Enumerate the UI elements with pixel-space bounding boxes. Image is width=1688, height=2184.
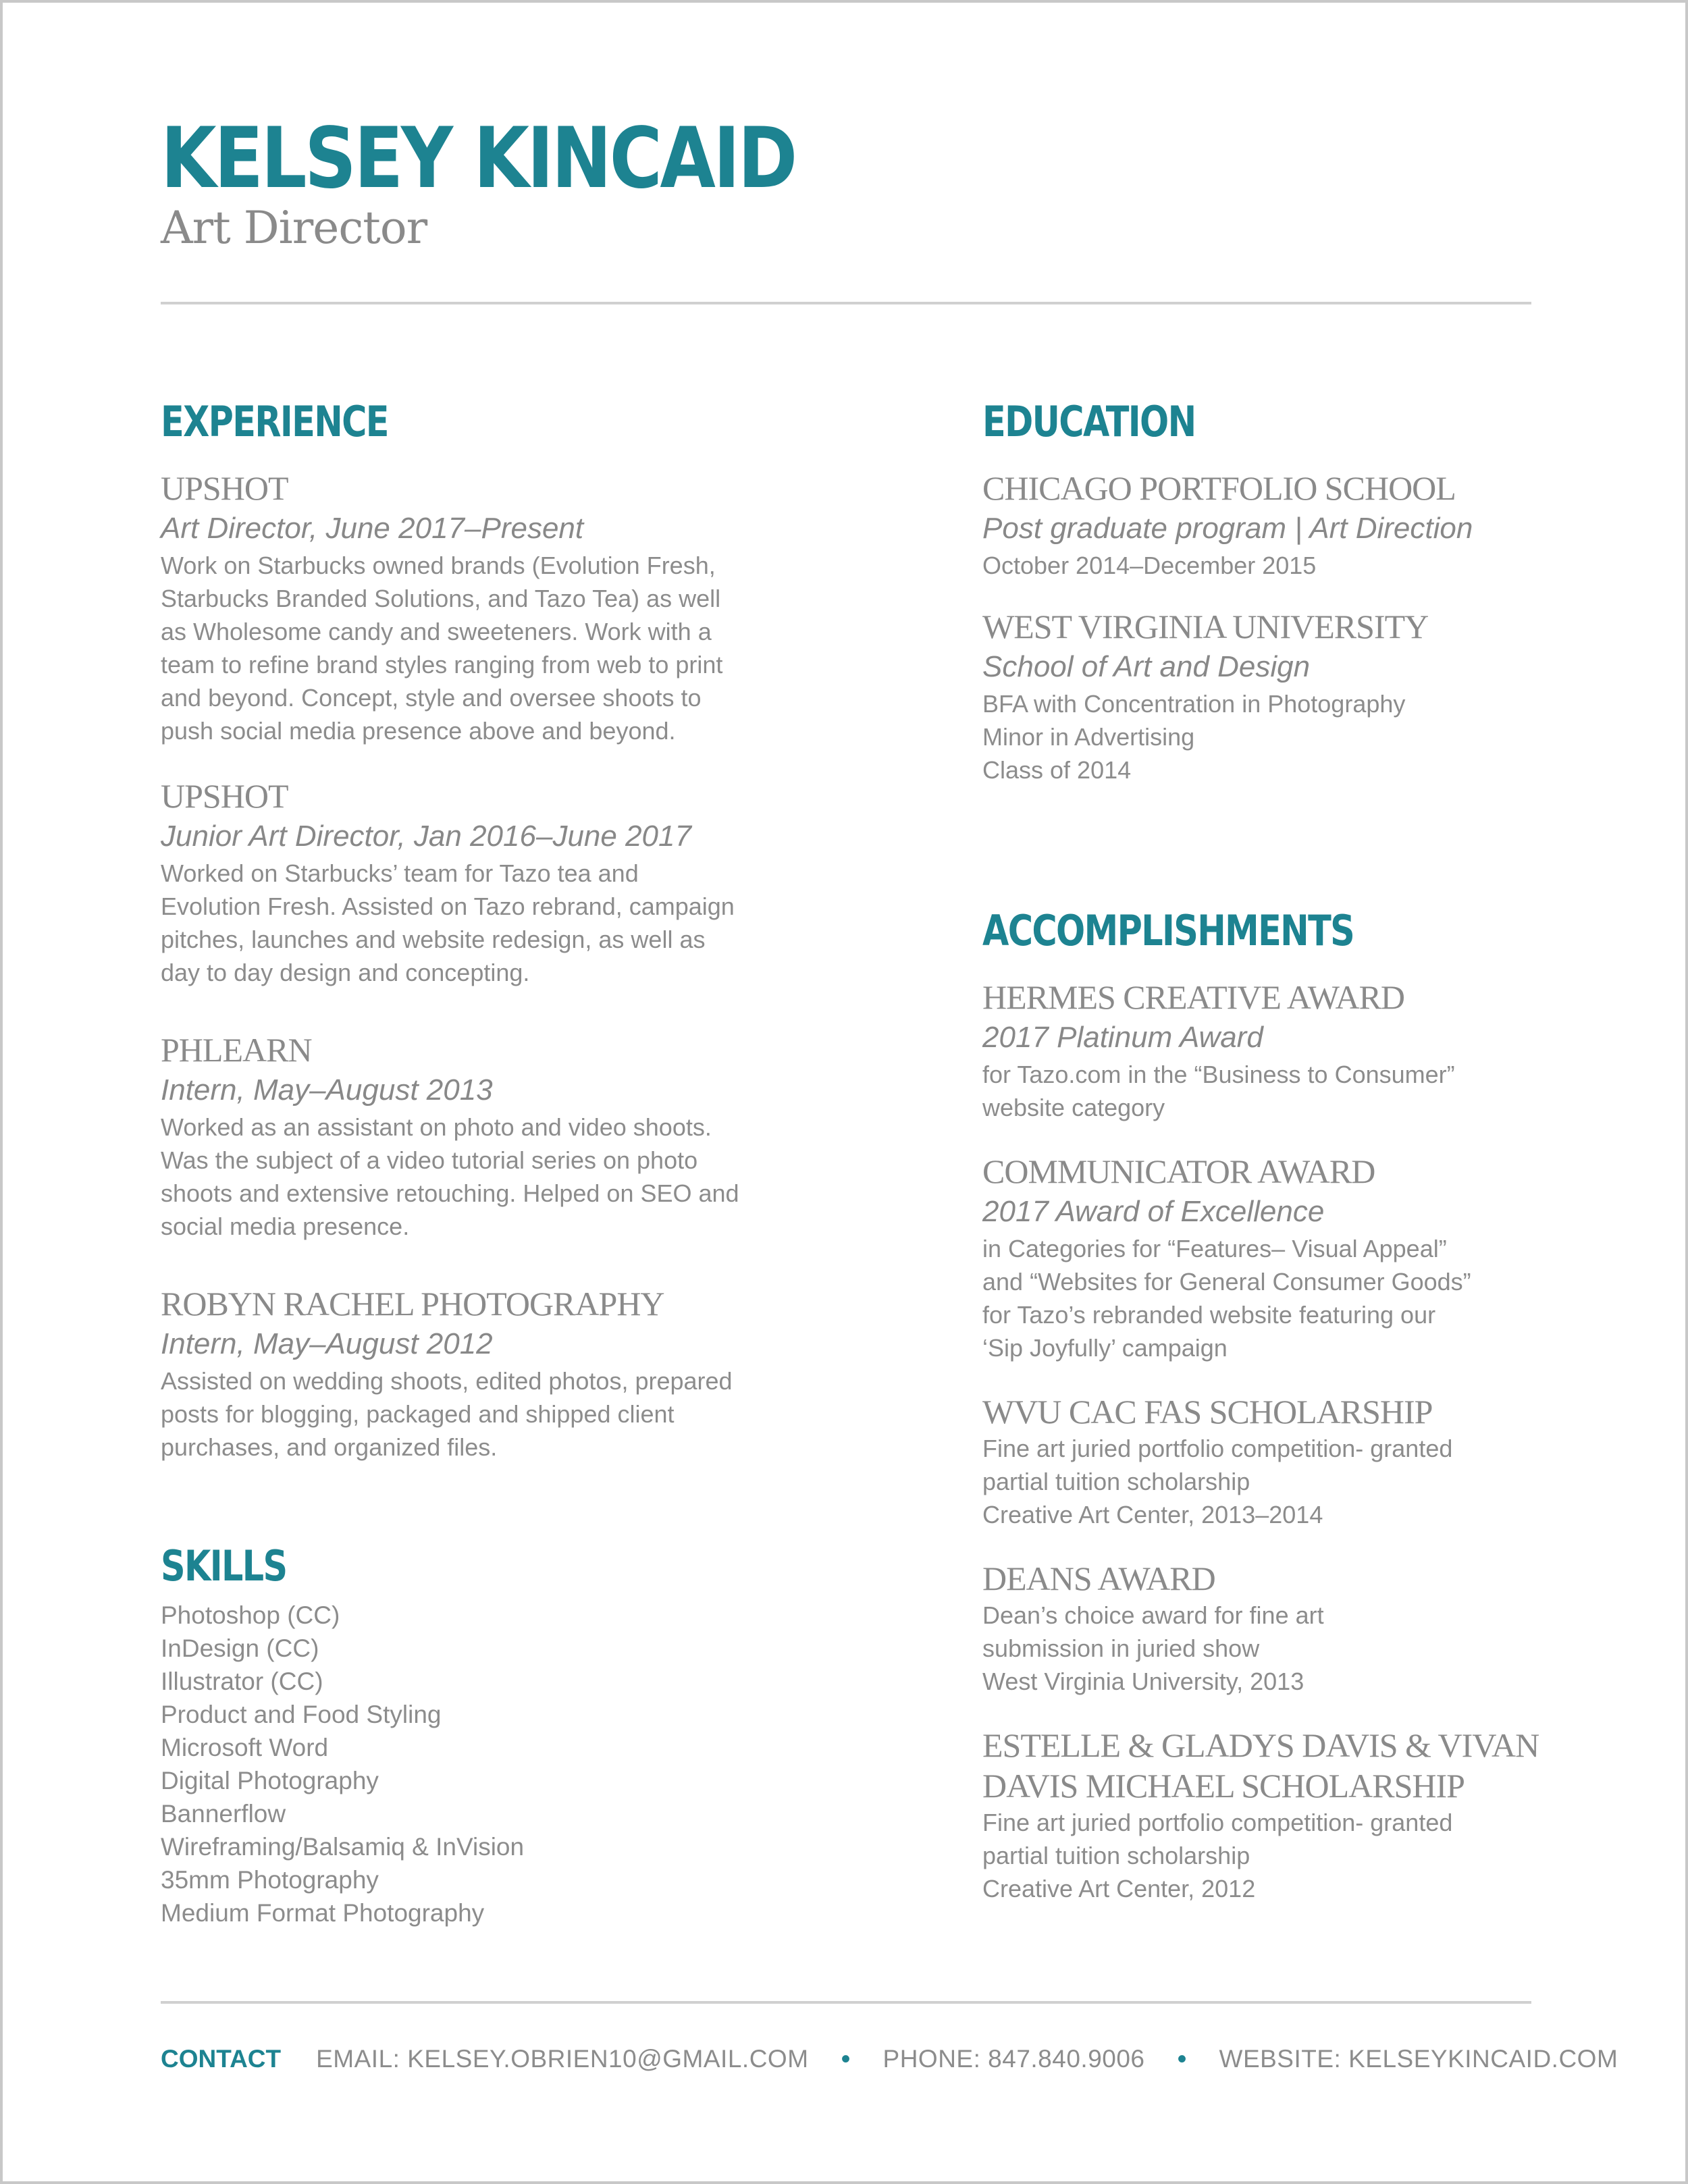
entry-organization: DAVIS MICHAEL SCHOLARSHIP xyxy=(982,1767,1465,1805)
candidate-name: KELSEY KINCAID xyxy=(161,110,795,207)
accomplishment-entry xyxy=(982,1725,1563,1905)
contact-website[interactable]: WEBSITE: KELSEYKINCAID.COM xyxy=(1219,2045,1618,2073)
entry-detail: Class of 2014 xyxy=(982,756,1132,784)
bullet-separator: • xyxy=(1177,2044,1187,2074)
entry-program: Post graduate program | Art Direction xyxy=(982,512,1473,545)
entry-detail: Minor in Advertising xyxy=(982,723,1195,751)
entry-position: Intern, May–August 2012 xyxy=(161,1327,493,1360)
skill-item: Product and Food Styling xyxy=(161,1701,442,1728)
bullet-separator: • xyxy=(841,2044,851,2074)
skill-item: 35mm Photography xyxy=(161,1866,379,1894)
entry-organization: ROBYN RACHEL PHOTOGRAPHY xyxy=(161,1285,664,1323)
education-heading: EDUCATION xyxy=(982,397,1196,446)
skill-item: InDesign (CC) xyxy=(161,1634,319,1662)
skill-item: Bannerflow xyxy=(161,1800,286,1828)
skills-heading: SKILLS xyxy=(161,1541,287,1591)
entry-organization: WVU CAC FAS SCHOLARSHIP xyxy=(982,1393,1433,1431)
accomplishment-entry xyxy=(982,1558,1563,1698)
accomplishments-section xyxy=(982,904,1563,1905)
entry-detail: Fine art juried portfolio competition- granted xyxy=(982,1809,1453,1836)
education-entry xyxy=(982,606,1563,787)
entry-organization: HERMES CREATIVE AWARD xyxy=(982,978,1405,1016)
experience-entry xyxy=(161,1283,836,1464)
skill-item: Wireframing/Balsamiq & InVision xyxy=(161,1833,525,1861)
skill-item: Microsoft Word xyxy=(161,1734,329,1761)
skill-item: Digital Photography xyxy=(161,1767,379,1794)
entry-detail: partial tuition scholarship xyxy=(982,1468,1250,1495)
experience-entry xyxy=(161,1030,836,1243)
skills-list xyxy=(161,1599,836,1929)
skills-section xyxy=(161,1539,836,1929)
experience-entry xyxy=(161,776,836,989)
entry-program: School of Art and Design xyxy=(982,650,1311,683)
left-column xyxy=(161,395,836,1929)
entry-organization: DEANS AWARD xyxy=(982,1560,1215,1597)
entry-organization: UPSHOT xyxy=(161,469,288,507)
contact-phone[interactable]: PHONE: 847.840.9006 xyxy=(882,2045,1145,2073)
entry-detail: Fine art juried portfolio competition- granted xyxy=(982,1435,1453,1462)
entry-position: Junior Art Director, Jan 2016–June 2017 xyxy=(161,820,691,853)
entry-detail: West Virginia University, 2013 xyxy=(982,1668,1304,1695)
skill-item: Photoshop (CC) xyxy=(161,1601,340,1629)
experience-heading: EXPERIENCE xyxy=(161,397,388,446)
entry-organization: WEST VIRGINIA UNIVERSITY xyxy=(982,608,1429,645)
entry-description: Worked as an assistant on photo and video shoots. Was the subject of a video tutorial series on photo shoots and extensive retouching. Helped on SEO and social media presence. xyxy=(161,1113,739,1240)
entry-position: Intern, May–August 2013 xyxy=(161,1073,493,1107)
entry-description: Work on Starbucks owned brands (Evolution Fresh, Starbucks Branded Solutions, and Tazo Tea) as well as Wholesome candy and sweeteners. Work with a team to refine brand styles ranging from web to print and beyond. Concept, style and oversee shoots to push social media presence above and beyond. xyxy=(161,552,723,745)
entry-detail: ‘Sip Joyfully’ campaign xyxy=(982,1334,1228,1362)
entry-organization: CHICAGO PORTFOLIO SCHOOL xyxy=(982,469,1456,507)
entry-detail: submission in juried show xyxy=(982,1634,1260,1662)
right-column xyxy=(982,395,1563,1905)
entry-detail: Dean’s choice award for fine art xyxy=(982,1601,1324,1629)
skill-item: Illustrator (CC) xyxy=(161,1668,323,1695)
entry-detail: October 2014–December 2015 xyxy=(982,552,1317,579)
accomplishment-entry xyxy=(982,977,1563,1124)
experience-entry xyxy=(161,468,836,747)
entry-detail: BFA with Concentration in Photography xyxy=(982,690,1406,718)
entry-award: 2017 Award of Excellence xyxy=(982,1195,1325,1228)
entry-description: Assisted on wedding shoots, edited photos, prepared posts for blogging, packaged and shipped client purchases, and organized files. xyxy=(161,1367,733,1461)
entry-description: Worked on Starbucks’ team for Tazo tea and Evolution Fresh. Assisted on Tazo rebrand, campaign pitches, launches and website redesign, as well as day to day design and concepting. xyxy=(161,859,735,986)
contact-label: CONTACT xyxy=(161,2045,282,2073)
entry-detail: in Categories for “Features– Visual Appeal” xyxy=(982,1235,1447,1262)
entry-detail: Creative Art Center, 2012 xyxy=(982,1875,1256,1902)
candidate-role: Art Director xyxy=(161,202,427,254)
entry-position: Art Director, June 2017–Present xyxy=(161,512,584,545)
entry-detail: partial tuition scholarship xyxy=(982,1842,1250,1869)
entry-detail: Creative Art Center, 2013–2014 xyxy=(982,1501,1323,1528)
experience-section xyxy=(161,395,836,1464)
entry-organization: UPSHOT xyxy=(161,777,288,815)
contact-footer xyxy=(161,2039,1618,2079)
entry-organization: PHLEARN xyxy=(161,1031,312,1069)
header-divider xyxy=(161,302,1531,304)
entry-detail: for Tazo’s rebranded website featuring our xyxy=(982,1301,1436,1329)
entry-organization: COMMUNICATOR AWARD xyxy=(982,1152,1375,1190)
entry-detail: website category xyxy=(982,1094,1165,1121)
accomplishments-heading: ACCOMPLISHMENTS xyxy=(982,906,1354,955)
resume-header xyxy=(161,108,899,255)
contact-email[interactable]: EMAIL: KELSEY.OBRIEN10@GMAIL.COM xyxy=(316,2045,809,2073)
entry-organization: ESTELLE & GLADYS DAVIS & VIVAN xyxy=(982,1726,1539,1764)
education-entry xyxy=(982,468,1563,582)
skill-item: Medium Format Photography xyxy=(161,1899,485,1927)
accomplishment-entry xyxy=(982,1391,1563,1531)
entry-detail: for Tazo.com in the “Business to Consumer” xyxy=(982,1061,1455,1088)
education-section xyxy=(982,395,1563,787)
entry-detail: and “Websites for General Consumer Goods” xyxy=(982,1268,1471,1296)
accomplishment-entry xyxy=(982,1151,1563,1364)
entry-award: 2017 Platinum Award xyxy=(982,1021,1263,1054)
footer-divider xyxy=(161,2001,1531,2004)
